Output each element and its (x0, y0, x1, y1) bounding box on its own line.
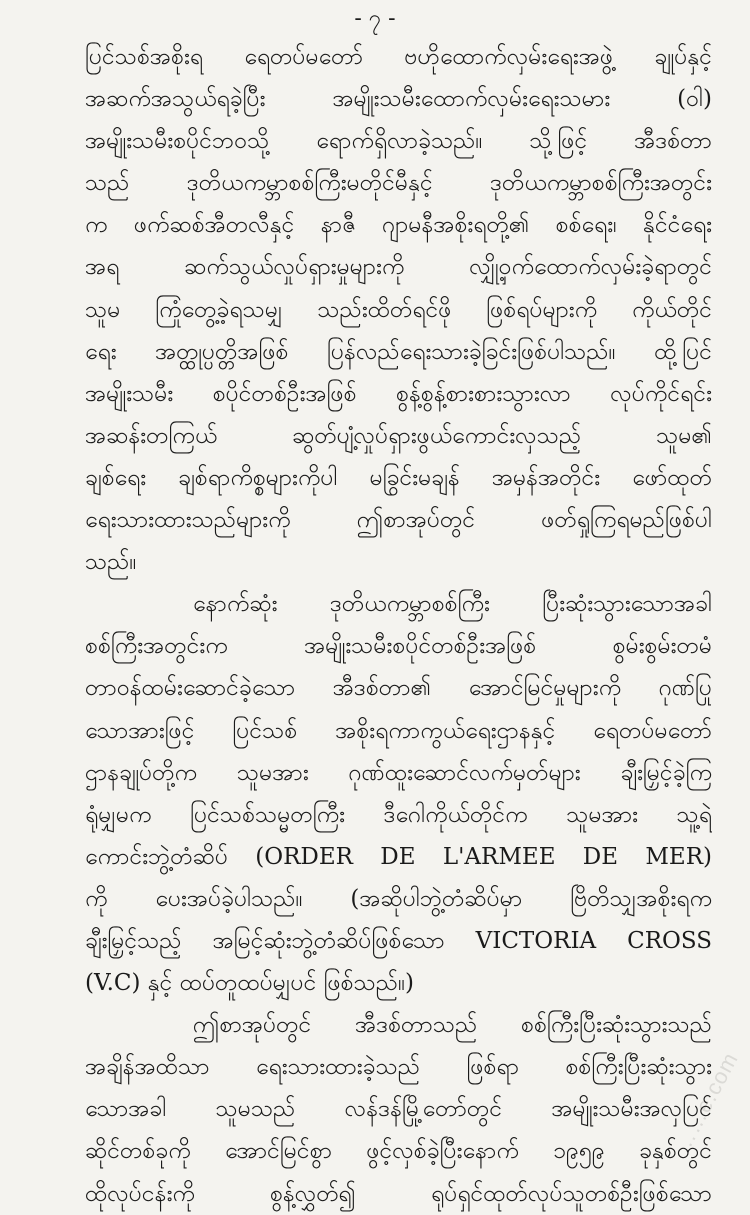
text-line: အမျိုးသမီး စပိုင်တစ်ဦးအဖြစ် စွန့်စွန့်စားစားသွားလာ လုပ်ကိုင်ရင်း (85, 380, 712, 407)
text-line: အဆက်အသွယ်ရခဲ့ပြီး အမျိုးသမီးထောက်လှမ်းရေးသမား (ဝါ) (85, 86, 712, 113)
text-line: သောအခါ သူမသည် လန်ဒန်မြို့တော်တွင် အမျိုးသမီးအလှပြင် (85, 1096, 712, 1123)
text-line: သည် ဒုတိယကမ္ဘာစစ်ကြီးမတိုင်မီနှင့် ဒုတိယကမ္ဘာစစ်ကြီးအတွင်း (85, 170, 712, 197)
paragraph-3 (85, 1004, 712, 1214)
text-line: ရုံမျှမက ပြင်သစ်သမ္မတကြီး ဒီဂေါကိုယ်တိုင်က သူမအား သူ့ရဲ (85, 801, 712, 828)
text-line: စစ်ကြီးအတွင်းက အမျိုးသမီးစပိုင်တစ်ဦးအဖြစ် စွမ်းစွမ်းတမံ (85, 633, 712, 660)
paragraph-1 (85, 36, 712, 583)
text-line: ကို ပေးအပ်ခဲ့ပါသည်။ (အဆိုပါဘွဲ့တံဆိပ်မှာ ဗြိတိသျှအစိုးရက (85, 885, 712, 912)
text-line: ဌာနချုပ်တို့က သူမအား ဂုဏ်ထူးဆောင်လက်မှတ်များ ချီးမြှင့်ခဲ့ကြ (85, 759, 712, 786)
text-line: ရေး အတ္ထုပ္ပတ္တိအဖြစ် ပြန်လည်ရေးသားခဲ့ခြင်းဖြစ်ပါသည်။ ထို့ပြင် (85, 338, 712, 365)
text-line: ဤစာအုပ်တွင် အီဒစ်တာသည် စစ်ကြီးပြီးဆုံးသွားသည် (193, 1012, 712, 1039)
body-text (85, 36, 712, 1215)
text-line: သောအားဖြင့် ပြင်သစ် အစိုးရကာကွယ်ရေးဌာနနှင့် ရေတပ်မတော် (85, 717, 712, 744)
text-line: ဆိုင်တစ်ခုကို အောင်မြင်စွာ ဖွင့်လှစ်ခဲ့ပြီးနောက် ၁၉၅၉ ခုနှစ်တွင် (85, 1138, 712, 1165)
text-line: အချိန်အထိသာ ရေးသားထားခဲ့သည် ဖြစ်ရာ စစ်ကြီးပြီးဆုံးသွား (85, 1054, 712, 1081)
text-line: အဆန်းတကြယ် ဆွတ်ပျံ့လှုပ်ရှားဖွယ်ကောင်းလှသည့် သူမ၏ (85, 422, 712, 449)
text-line: အရ ဆက်သွယ်လှုပ်ရှားမှုများကို လျှို့ဝှက်ထောက်လှမ်းခဲ့ရာတွင် (85, 254, 712, 281)
text-line: ရေးသားထားသည်များကို ဤစာအုပ်တွင် ဖတ်ရှုကြရမည်ဖြစ်ပါ (85, 507, 712, 534)
text-line: သည်။ (85, 549, 137, 576)
watermark: ……e.com (668, 1047, 744, 1158)
page-number: - ၇ - (354, 6, 396, 31)
text-line: ထိုလုပ်ငန်းကို စွန့်လွှတ်၍ ရုပ်ရှင်ထုတ်လုပ်သူတစ်ဦးဖြစ်သော (85, 1180, 712, 1207)
text-line: နောက်ဆုံး ဒုတိယကမ္ဘာစစ်ကြီး ပြီးဆုံးသွားသောအခါ (193, 591, 712, 618)
text-line: ပြင်သစ်အစိုးရ ရေတပ်မတော် ဗဟိုထောက်လှမ်းရေးအဖွဲ့ ချုပ်နှင့် (85, 44, 712, 70)
text-line: ကောင်းဘွဲ့တံဆိပ် (ORDER DE L'ARMEE DE MER) (85, 843, 712, 870)
text-line: သူမ ကြုံတွေ့ခဲ့ရသမျှ သည်းထိတ်ရင်ဖို ဖြစ်ရပ်များကို ကိုယ်တိုင် (85, 296, 712, 323)
text-line: (V.C) နှင့် ထပ်တူထပ်မျှပင် ဖြစ်သည်။) (85, 970, 415, 997)
text-line: ချီးမြှင့်သည့် အမြင့်ဆုံးဘွဲ့တံဆိပ်ဖြစ်သော VICTORIA CROSS (85, 927, 712, 954)
text-line: အမျိုးသမီးစပိုင်ဘဝသို့ ရောက်ရှိလာခဲ့သည်။ သို့ဖြင့် အီဒစ်တာ (85, 128, 712, 155)
text-line: ချစ်ရေး ချစ်ရာကိစ္စများကိုပါ မခြွင်းမချန် အမှန်အတိုင်း ဖော်ထုတ် (85, 464, 712, 491)
text-line: က ဖက်ဆစ်အီတလီနှင့် နာဇီ ဂျာမနီအစိုးရတို့၏ စစ်ရေး၊ နိုင်ငံရေး (85, 212, 712, 239)
text-line: တာဝန်ထမ်းဆောင်ခဲ့သော အီဒစ်တာ၏ အောင်မြင်မှုများကို ဂုဏ်ပြု (85, 675, 712, 702)
paragraph-2 (85, 583, 712, 1004)
